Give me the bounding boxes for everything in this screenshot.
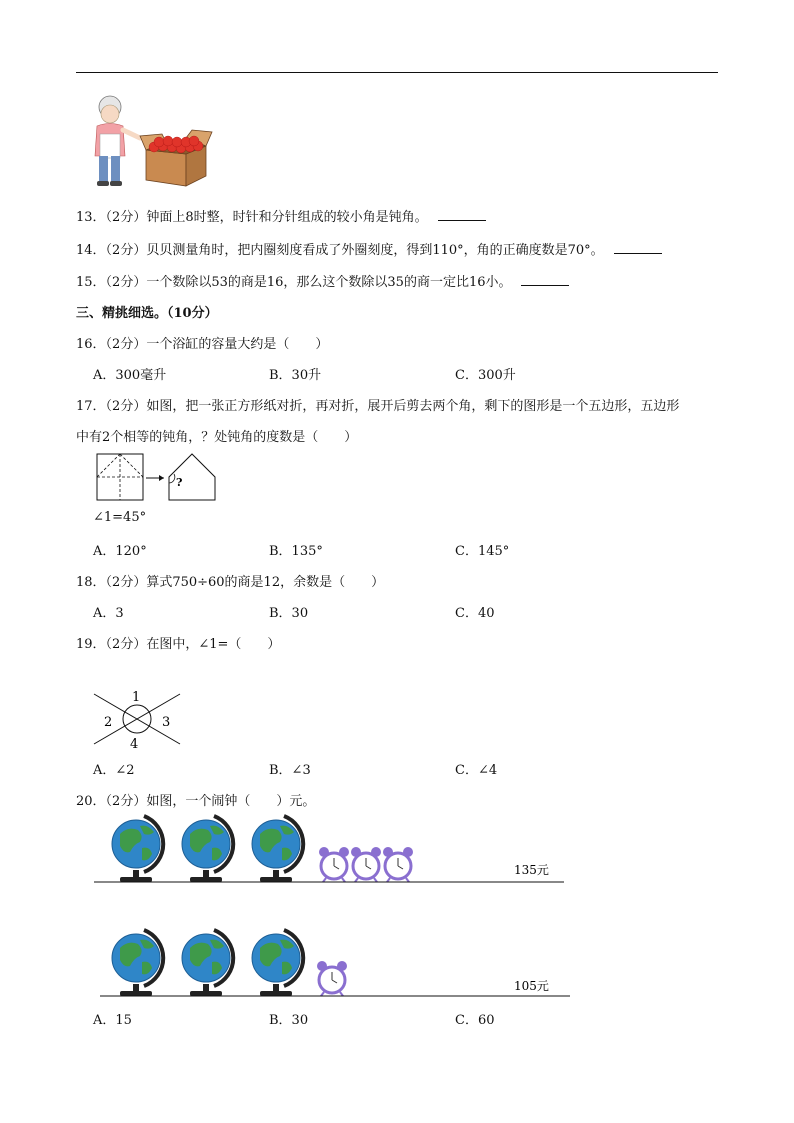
question-19-text: 19．（2分）在图中，∠1=（ ） [76,637,281,652]
q20-price-1: 135元 [514,863,549,877]
q19-angle-figure [92,686,182,752]
question-20-text: 20．（2分）如图，一个闹钟（ ）元。 [76,794,316,809]
question-15-text: 15．（2分）一个数除以53的商是16，那么这个数除以35的商一定比16小。 [76,275,512,290]
answer-blank-14[interactable] [614,241,662,254]
q19-option-b[interactable]: B．∠3 [269,763,311,778]
q20-figure-row-2 [90,926,574,1002]
q19-label-2: 2 [104,715,113,730]
q17-fold-figure [96,452,220,502]
question-17-text-line1: 17．（2分）如图，把一张正方形纸对折，再对折，展开后剪去两个角，剩下的图形是一个五边形，五边形 [76,399,680,414]
q17-angle-note: ∠1=45° [93,510,147,525]
q19-option-c[interactable]: C．∠4 [455,763,498,778]
q17-question-mark: ? [176,476,183,489]
question-17-text-line2: 中有2个相等的钝角，？处钝角的度数是（ ） [76,430,358,445]
q19-label-3: 3 [162,715,171,730]
section-3-title: 三、精挑细选。（10分） [76,306,218,321]
question-14-text: 14．（2分）贝贝测量角时，把内圈刻度看成了外圈刻度，得到110°，角的正确度数是70°。 [76,243,604,258]
answer-blank-15[interactable] [521,273,569,286]
q17-option-b[interactable]: B．135° [269,544,323,559]
q19-label-4: 4 [130,737,139,752]
q20-option-b[interactable]: B．30 [269,1013,309,1028]
q20-figure-row-1 [90,812,570,888]
q17-option-a[interactable]: A．120° [93,544,147,559]
question-13-text: 13．（2分）钟面上8时整，时针和分针组成的较小角是钝角。 [76,210,428,225]
grandma-apples-illustration [88,94,216,192]
q20-option-a[interactable]: A．15 [93,1013,132,1028]
q20-option-c[interactable]: C．60 [455,1013,495,1028]
q16-option-c[interactable]: C．300升 [455,368,516,383]
answer-blank-13[interactable] [438,208,486,221]
q16-option-a[interactable]: A．300毫升 [93,368,167,383]
question-18-text: 18．（2分）算式750÷60的商是12，余数是（ ） [76,575,385,590]
header-rule [76,72,718,73]
q20-price-2: 105元 [514,979,549,993]
q18-option-b[interactable]: B．30 [269,606,309,621]
question-14 [76,239,662,258]
question-16-text: 16．（2分）一个浴缸的容量大约是（ ） [76,337,329,352]
q18-option-a[interactable]: A．3 [93,606,124,621]
q19-option-a[interactable]: A．∠2 [93,763,135,778]
q17-option-c[interactable]: C．145° [455,544,510,559]
q18-option-c[interactable]: C．40 [455,606,495,621]
q16-option-b[interactable]: B．30升 [269,368,322,383]
q19-label-1: 1 [132,690,141,705]
question-13 [76,206,486,225]
question-15 [76,271,569,290]
